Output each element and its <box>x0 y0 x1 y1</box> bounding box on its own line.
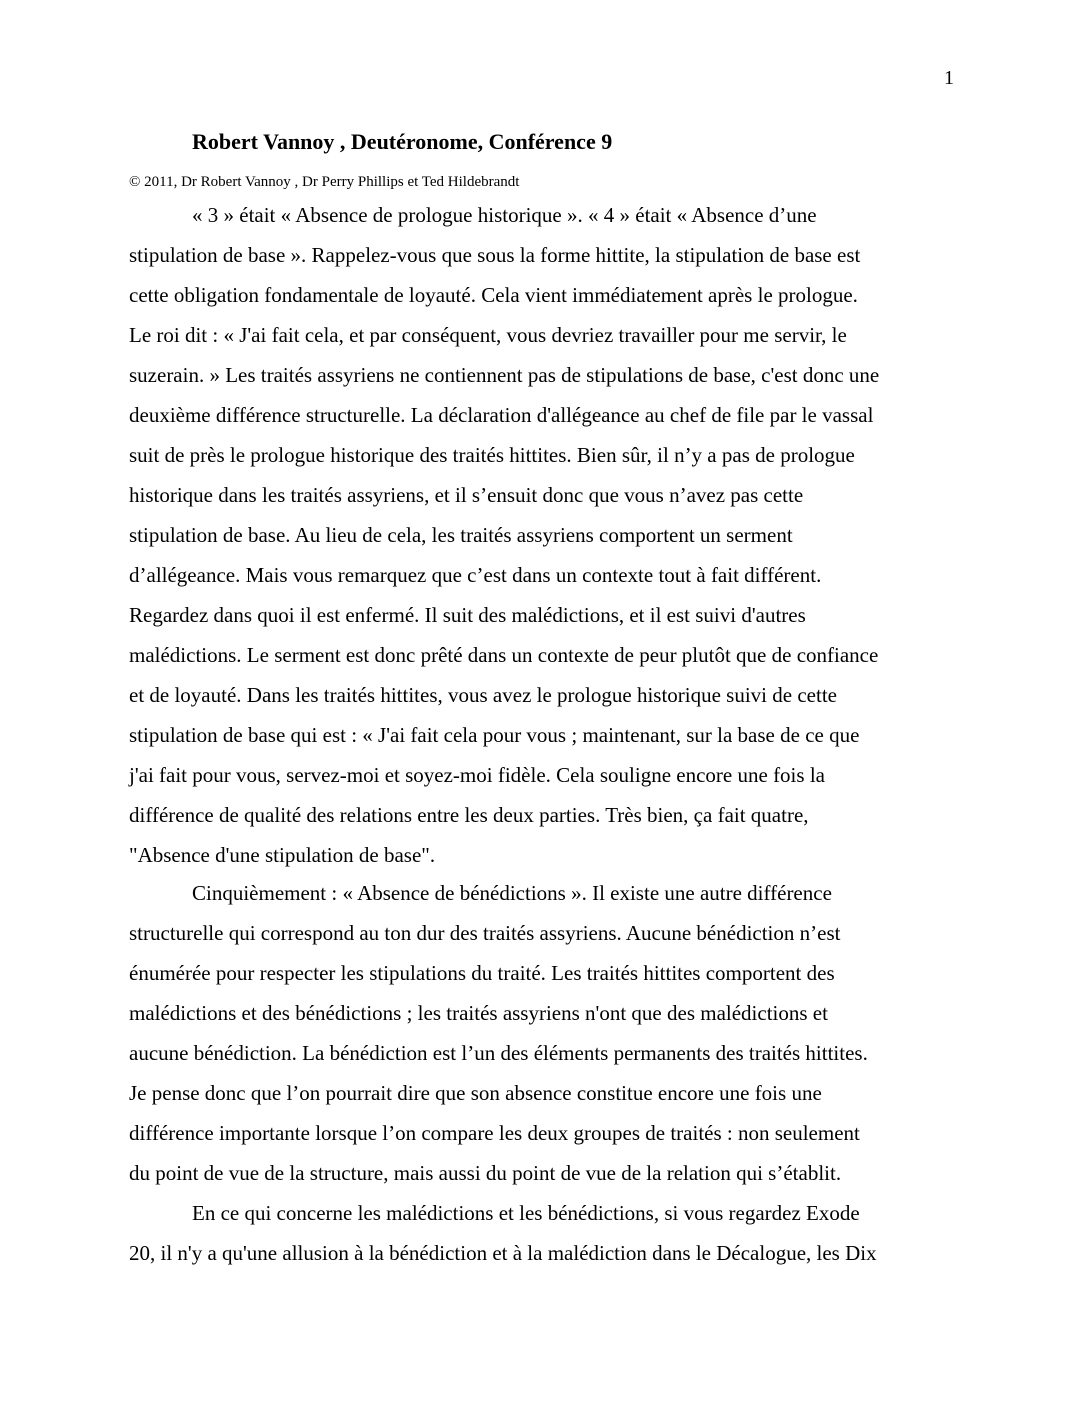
copyright-line: © 2011, Dr Robert Vannoy , Dr Perry Phillips et Ted Hildebrandt <box>129 174 520 190</box>
body-line: stipulation de base qui est : « J'ai fait cela pour vous ; maintenant, sur la base de ce que <box>129 723 860 747</box>
body-line: différence de qualité des relations entre les deux parties. Très bien, ça fait quatre, <box>129 803 809 827</box>
body-line: différence importante lorsque l’on compare les deux groupes de traités : non seulement <box>129 1121 860 1145</box>
page-number: 1 <box>944 67 954 89</box>
body-line: cette obligation fondamentale de loyauté. Cela vient immédiatement après le prologue. <box>129 283 858 307</box>
body-line: deuxième différence structurelle. La déclaration d'allégeance au chef de file par le vassal <box>129 403 874 427</box>
body-line: 20, il n'y a qu'une allusion à la bénédiction et à la malédiction dans le Décalogue, les Dix <box>129 1241 877 1265</box>
body-line: Le roi dit : « J'ai fait cela, et par conséquent, vous devriez travailler pour me servir, le <box>129 323 847 347</box>
body-line: énumérée pour respecter les stipulations du traité. Les traités hittites comportent des <box>129 961 835 985</box>
document-title: Robert Vannoy , Deutéronome, Conférence 9 <box>192 129 613 154</box>
body-line: stipulation de base. Au lieu de cela, les traités assyriens comportent un serment <box>129 523 793 547</box>
body-line: historique dans les traités assyriens, et il s’ensuit donc que vous n’avez pas cette <box>129 483 804 507</box>
body-line: « 3 » était « Absence de prologue historique ». « 4 » était « Absence d’une <box>192 203 817 227</box>
body-line: En ce qui concerne les malédictions et les bénédictions, si vous regardez Exode <box>192 1201 860 1225</box>
body-line: Regardez dans quoi il est enfermé. Il suit des malédictions, et il est suivi d'autres <box>129 603 806 627</box>
body-line: malédictions et des bénédictions ; les traités assyriens n'ont que des malédictions et <box>129 1001 828 1025</box>
body-line: malédictions. Le serment est donc prêté dans un contexte de peur plutôt que de confiance <box>129 643 879 667</box>
body-line: suit de près le prologue historique des traités hittites. Bien sûr, il n’y a pas de prologue <box>129 443 855 467</box>
body-line: aucune bénédiction. La bénédiction est l’un des éléments permanents des traités hittites. <box>129 1041 868 1065</box>
body-line: "Absence d'une stipulation de base". <box>129 843 436 867</box>
body-line: d’allégeance. Mais vous remarquez que c’est dans un contexte tout à fait différent. <box>129 563 822 587</box>
body-line: du point de vue de la structure, mais aussi du point de vue de la relation qui s’établit. <box>129 1161 842 1185</box>
body-line: suzerain. » Les traités assyriens ne contiennent pas de stipulations de base, c'est donc une <box>129 363 880 387</box>
body-line: et de loyauté. Dans les traités hittites, vous avez le prologue historique suivi de cette <box>129 683 837 707</box>
body-line: structurelle qui correspond au ton dur des traités assyriens. Aucune bénédiction n’est <box>129 921 841 945</box>
body-line: j'ai fait pour vous, servez-moi et soyez-moi fidèle. Cela souligne encore une fois la <box>129 763 825 787</box>
body-line: Cinquièmement : « Absence de bénédictions ». Il existe une autre différence <box>192 881 832 905</box>
body-line: Je pense donc que l’on pourrait dire que son absence constitue encore une fois une <box>129 1081 822 1105</box>
body-line: stipulation de base ». Rappelez-vous que sous la forme hittite, la stipulation de base est <box>129 243 861 267</box>
